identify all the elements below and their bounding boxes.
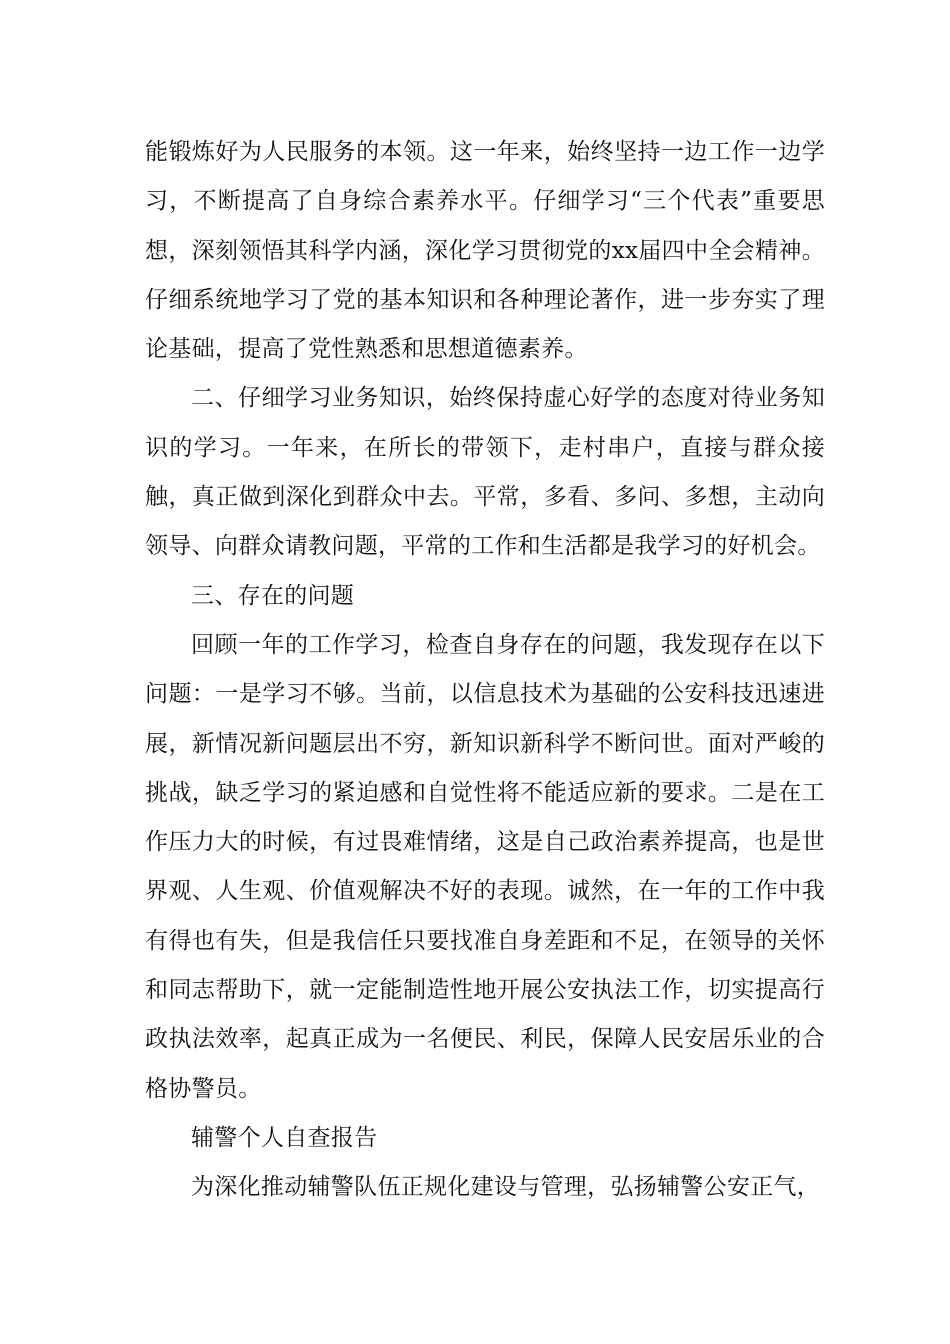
paragraph-section-two: 二、仔细学习业务知识，始终保持虚心好学的态度对待业务知识的学习。一年来，在所长的带领下，走村串户，直接与群众接触，真正做到深化到群众中去。平常，多看、多问、多想，主动向领导、向群众请教问题，平常的工作和生活都是我学习的好机会。 [145,385,825,560]
paragraph-problems: 回顾一年的工作学习，检查自身存在的问题，我发现存在以下问题：一是学习不够。当前，以信息技术为基础的公安科技迅速进展，新情况新问题层出不穷，新知识新科学不断问世。面对严峻的挑战，缺乏学习的紧迫感和自觉性将不能适应新的要求。二是在工作压力大的时候，有过畏难情绪，这是自己政治素养提高，也是世界观、人生观、价值观解决不好的表现。诚然，在一年的工作中我有得也有失，但是我信任只要找准自身差距和不足，在领导的关怀和同志帮助下，就一定能制造性地开展公安执法工作，切实提高行政执法效率，起真正成为一名便民、利民，保障人民安居乐业的合格协警员。 [145,631,825,1102]
paragraph-report-intro: 为深化推动辅警队伍正规化建设与管理，弘扬辅警公安正气， [191,1174,821,1201]
report-title: 辅警个人自查报告 [191,1124,378,1151]
paragraph-continuation: 能锻炼好为人民服务的本领。这一年来，始终坚持一边工作一边学习，不断提高了自身综合素养水平。仔细学习“三个代表”重要思想，深刻领悟其科学内涵，深化学习贯彻党的xx届四中全会精神。仔细系统地学习了党的基本知识和各种理论著作，进一步夯实了理论基础，提高了党性熟悉和思想道德素养。 [145,139,825,363]
document-body [145,128,825,1213]
heading-section-three: 三、存在的问题 [191,582,355,609]
